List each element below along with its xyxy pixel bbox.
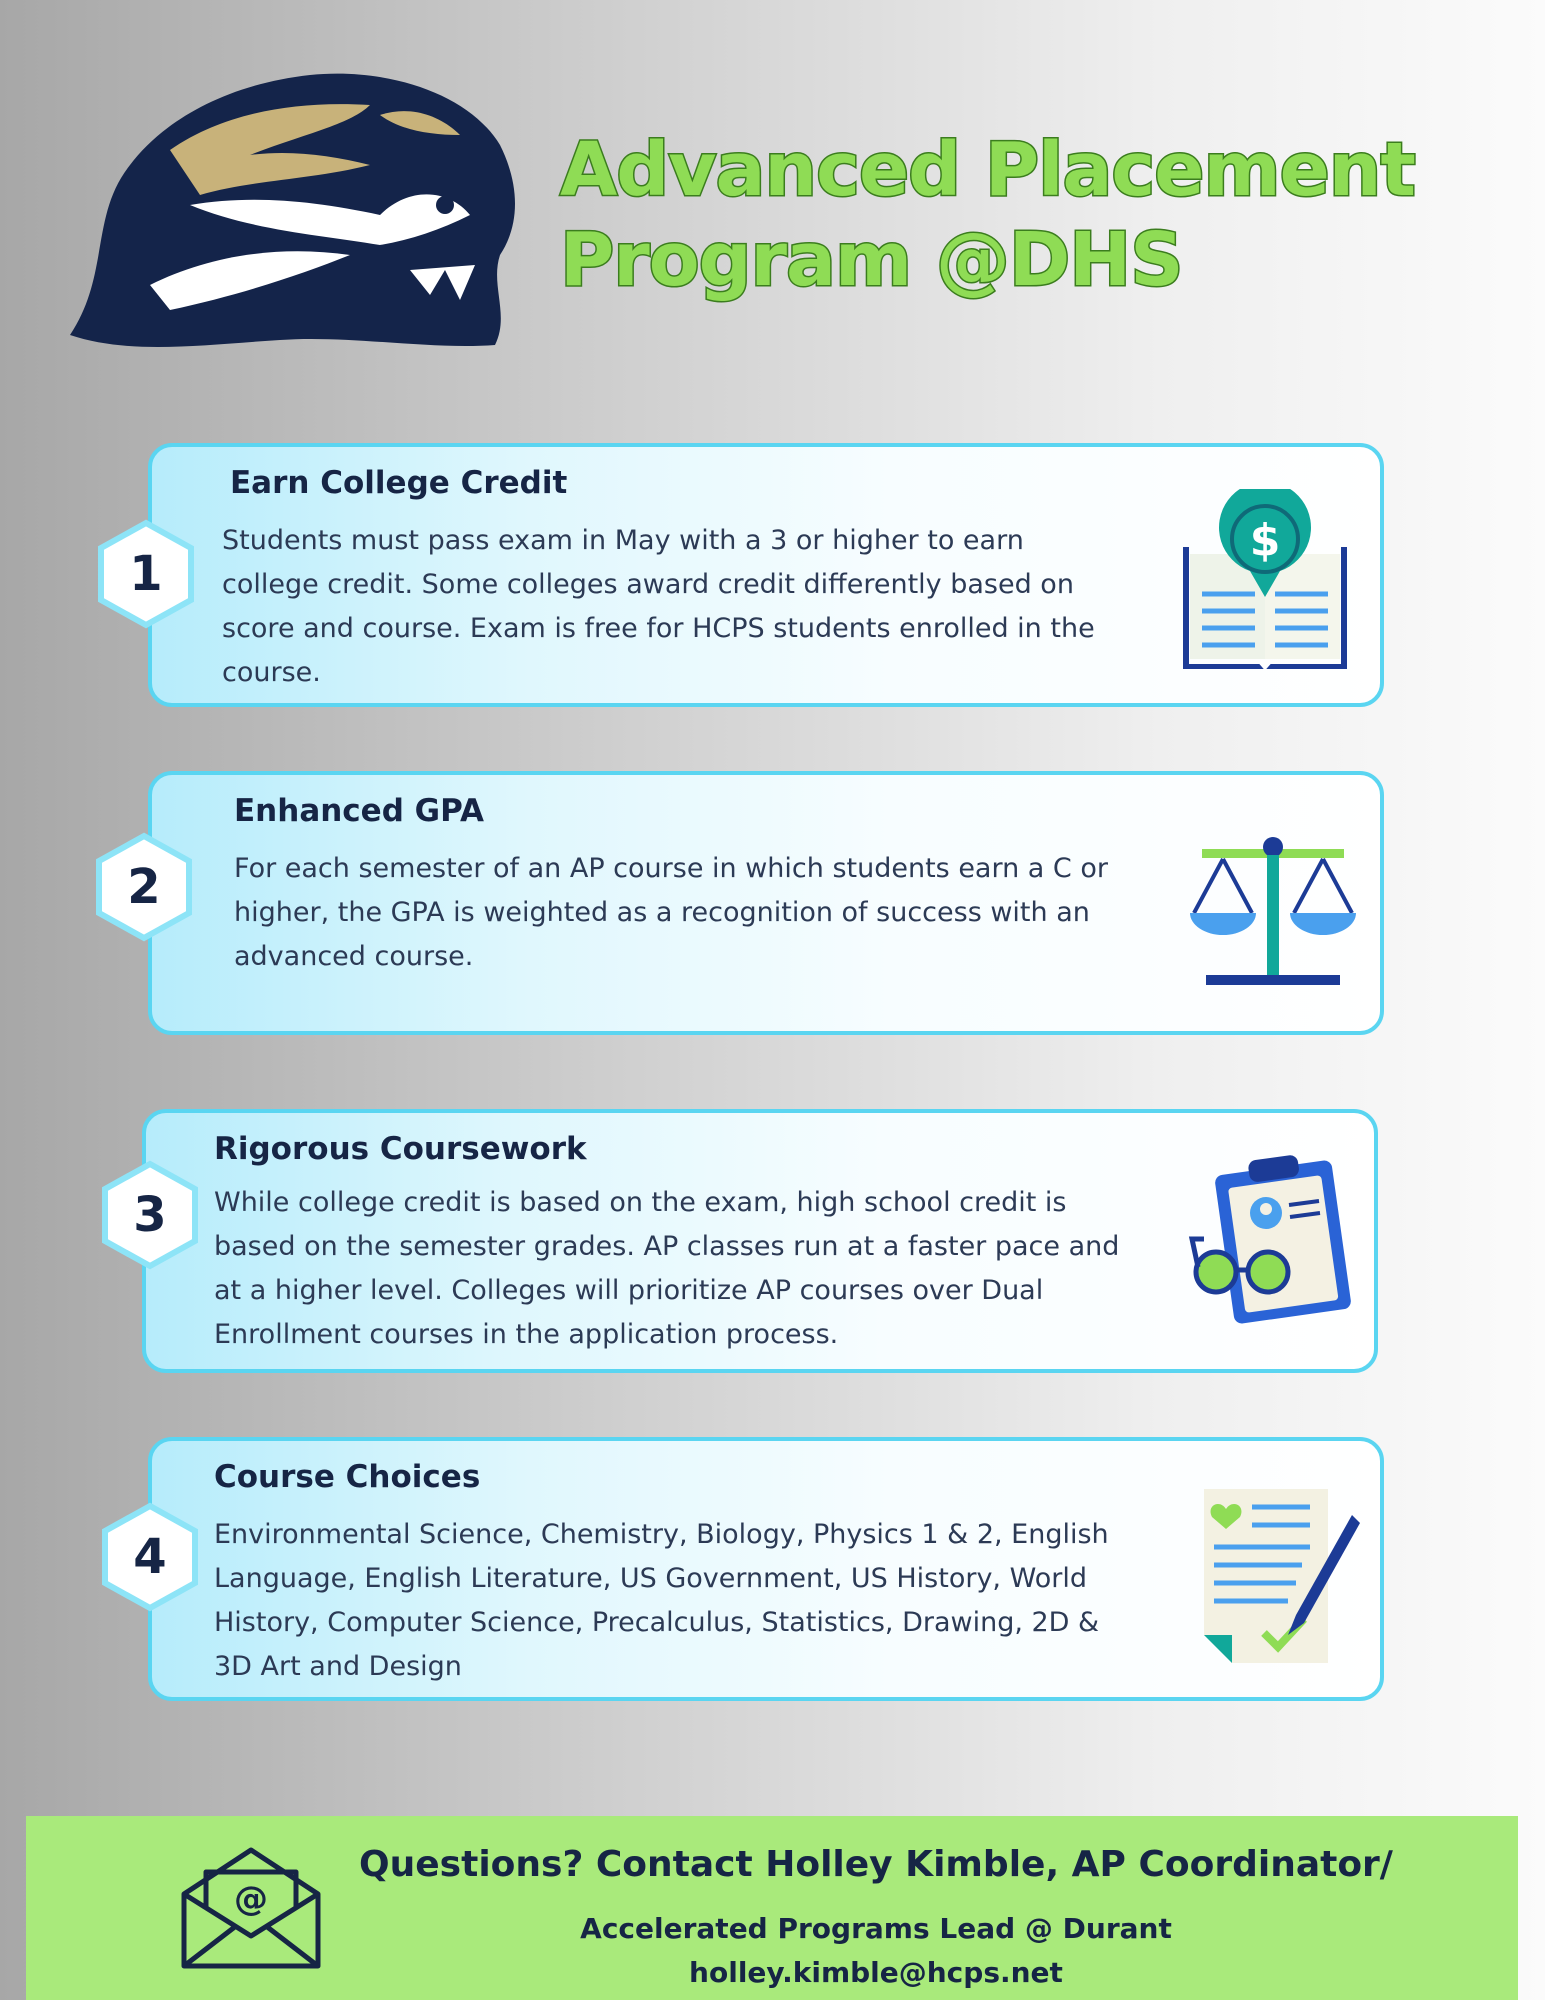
page-title bbox=[560, 125, 1415, 305]
card-rigorous-coursework bbox=[142, 1109, 1378, 1373]
svg-text:@: @ bbox=[234, 1879, 268, 1919]
svg-text:$: $ bbox=[1249, 515, 1281, 566]
panther-mascot-logo bbox=[50, 55, 530, 355]
card-title: Rigorous Coursework bbox=[214, 1131, 587, 1167]
card-title: Course Choices bbox=[214, 1459, 481, 1495]
card-title: Enhanced GPA bbox=[234, 793, 484, 829]
step-number: 2 bbox=[127, 859, 161, 915]
book-dollar-icon bbox=[1180, 489, 1350, 673]
card-title: Earn College Credit bbox=[230, 465, 568, 501]
step-number: 1 bbox=[129, 546, 163, 602]
step-number: 4 bbox=[133, 1529, 167, 1585]
card-text: While college credit is based on the exam, high school credit is based on the semester grades. AP classes run at a faster pace and at a higher level. Colleges will prioritize AP courses over Dual Enrollment courses in the application process. bbox=[214, 1187, 1120, 1350]
title-line-1: Advanced Placement bbox=[560, 127, 1415, 213]
step-badge-4 bbox=[100, 1502, 200, 1612]
title-line-2: Program @DHS bbox=[560, 217, 1183, 303]
card-text: Students must pass exam in May with a 3 or higher to earn college credit. Some colleges award credit differently based on score and course. Exam is free for HCPS students enrolled in the course. bbox=[222, 525, 1095, 688]
document-pen-icon bbox=[1192, 1485, 1362, 1669]
contact-line-1: Questions? Contact Holley Kimble, AP Coordinator/ bbox=[359, 1844, 1393, 1885]
card-text: For each semester of an AP course in which students earn a C or higher, the GPA is weighted as a recognition of success with an advanced course. bbox=[234, 853, 1108, 972]
step-badge-2 bbox=[94, 832, 194, 942]
card-enhanced-gpa bbox=[148, 771, 1384, 1035]
envelope-at-icon bbox=[176, 1844, 326, 1978]
step-number: 3 bbox=[133, 1187, 167, 1243]
contact-footer bbox=[26, 1816, 1518, 2000]
card-earn-college-credit bbox=[148, 443, 1384, 707]
balance-scale-icon bbox=[1188, 835, 1358, 1009]
step-badge-1 bbox=[96, 519, 196, 629]
step-badge-3 bbox=[100, 1160, 200, 1270]
contact-email[interactable]: holley.kimble@hcps.net bbox=[689, 1956, 1063, 1989]
card-text: Environmental Science, Chemistry, Biology, Physics 1 & 2, English Language, English Literature, US Government, US History, World History, Computer Science, Precalculus, Statistics, Drawing, 2D & 3D Art and Design bbox=[214, 1519, 1109, 1682]
contact-line-2: Accelerated Programs Lead @ Durant bbox=[580, 1912, 1172, 1945]
clipboard-glasses-icon bbox=[1184, 1147, 1364, 1341]
card-course-choices bbox=[148, 1437, 1384, 1701]
